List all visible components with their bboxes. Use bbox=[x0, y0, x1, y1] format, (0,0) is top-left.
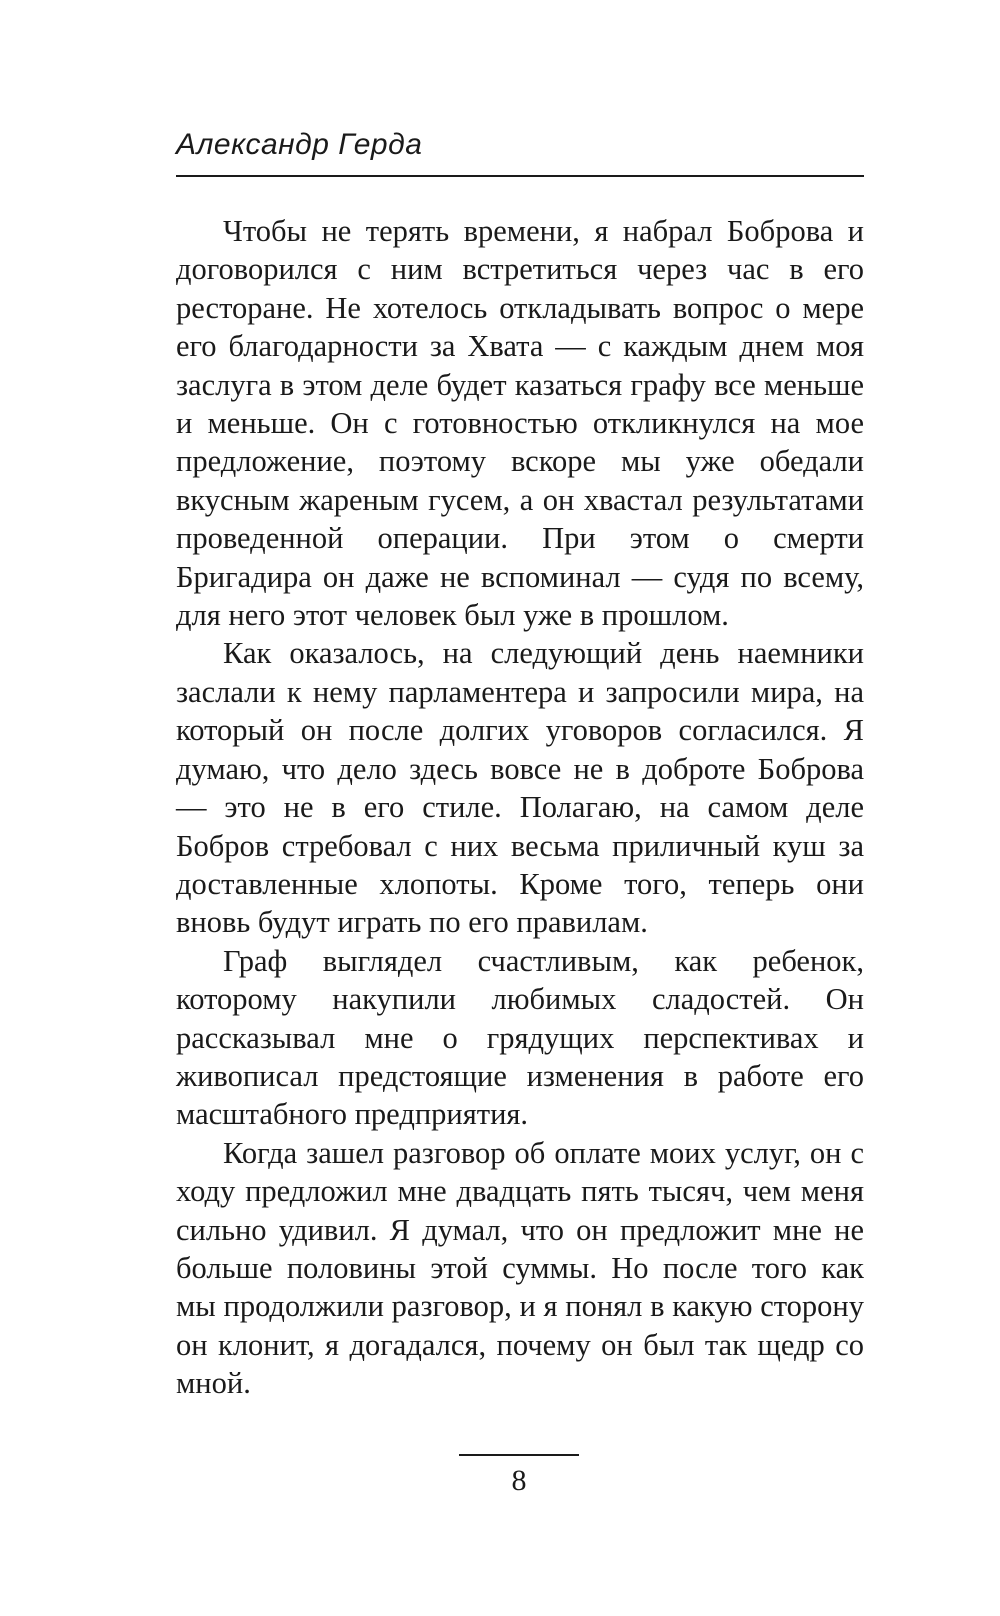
body-text bbox=[176, 212, 864, 1403]
running-header-author: Александр Герда bbox=[176, 128, 423, 161]
paragraph: Когда зашел разговор об оплате моих услуг, он с ходу предложил мне двадцать пять тысяч, чем меня сильно удивил. Я думал, что он предложит мне не больше половины этой суммы. Но после того как мы продолжили разговор, и я понял в какую сторону он клонит, я догадался, почему он был так щедр со мной. bbox=[176, 1135, 864, 1401]
footer-rule bbox=[459, 1454, 579, 1456]
page-number: 8 bbox=[511, 1464, 527, 1497]
header-rule bbox=[176, 175, 864, 177]
paragraph: Чтобы не терять времени, я набрал Боброва и договорился с ним встретиться через час в его ресторане. Не хотелось откладывать вопрос о мере его благодарности за Хвата — с каждым днем моя заслуга в этом деле будет казаться графу все меньше и меньше. Он с готовностью откликнулся на мое предложение, поэтому вскоре мы уже обедали вкусным жареным гусем, а он хвастал результатами проведенной операции. При этом о смерти Бригадира он даже не вспоминал — судя по всему, для него этот человек был уже в прошлом. bbox=[176, 214, 864, 633]
paragraph: Граф выглядел счастливым, как ребенок, которому накупили любимых сладостей. Он рассказывал мне о грядущих перспективах и живописал предстоящие изменения в работе его масштабного предприятия. bbox=[176, 943, 864, 1132]
paragraph: Как оказалось, на следующий день наемники заслали к нему парламентера и запросили мира, на который он после долгих уговоров согласился. Я думаю, что дело здесь вовсе не в доброте Боброва — это не в его стиле. Полагаю, на самом деле Бобров стребовал с них весьма приличный куш за доставленные хлопоты. Кроме того, теперь они вновь будут играть по его правилам. bbox=[176, 636, 864, 940]
